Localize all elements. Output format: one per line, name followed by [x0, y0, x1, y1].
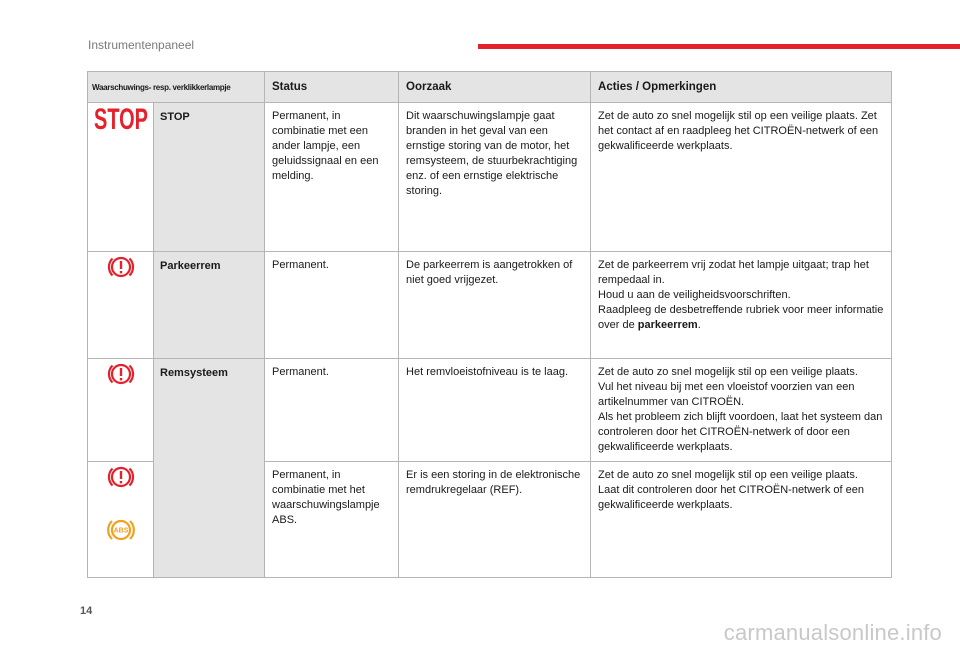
cause-text: Het remvloeistofniveau is te laag.	[399, 359, 591, 462]
lamp-icon-cell	[88, 359, 154, 462]
header-accent-bar	[478, 44, 960, 49]
cause-text: Dit waarschuwingslampje gaat branden in het geval van een ernstige storing van de motor, het remsysteem, de stuurbekrachtiging enz. of een ernstige elektrische storing.	[399, 103, 591, 252]
actions-bold-term: parkeerrem	[637, 319, 698, 331]
status-text: Permanent.	[265, 252, 399, 359]
warning-lamps-table	[87, 71, 892, 578]
status-text: Permanent, in combinatie met het waarschuwingslampje ABS.	[265, 462, 399, 578]
actions-line: Laat dit controleren door het CITROËN-netwerk of een gekwalificeerde werkplaats.	[598, 484, 864, 511]
abs-warning-icon	[104, 515, 138, 550]
lamp-name: STOP	[154, 103, 265, 252]
cause-text: De parkeerrem is aangetrokken of niet goed vrijgezet.	[399, 252, 591, 359]
table-header-row	[88, 72, 892, 103]
actions-text	[591, 252, 892, 359]
actions-text: Zet de auto zo snel mogelijk stil op een veilige plaats. Zet het contact af en raadpleeg het CITROËN-netwerk of een gekwalificeerde werkplaats.	[591, 103, 892, 252]
column-header-actions: Acties / Opmerkingen	[591, 72, 892, 103]
actions-line: Zet de auto zo snel mogelijk stil op een veilige plaats.	[598, 469, 858, 481]
brake-warning-icon	[106, 462, 136, 497]
actions-line: Houd u aan de veiligheidsvoorschriften.	[598, 289, 791, 301]
lamp-icon-cell	[88, 252, 154, 359]
table-row	[88, 359, 892, 462]
column-header-cause: Oorzaak	[399, 72, 591, 103]
watermark-text: carmanualsonline.info	[723, 620, 942, 645]
brake-warning-icon	[106, 252, 136, 287]
actions-line: Vul het niveau bij met een vloeistof voorzien van een artikelnummer van CITROËN.	[598, 381, 855, 408]
table-row	[88, 252, 892, 359]
brake-warning-icon	[106, 359, 136, 394]
actions-line: Zet de parkeerrem vrij zodat het lampje uitgaat; trap het rempedaal in.	[598, 259, 869, 286]
svg-text:ABS: ABS	[113, 527, 128, 535]
actions-line: Als het probleem zich blijft voordoen, laat het systeem dan controleren door het CITROËN-netwerk of door een gekwalificeerde werkplaats.	[598, 411, 883, 453]
actions-text	[591, 462, 892, 578]
lamp-icon-cell	[88, 462, 154, 578]
table-row	[88, 103, 892, 252]
actions-line: Raadpleeg de desbetreffende rubriek voor meer informatie over de parkeerrem.	[598, 304, 884, 331]
page-number: 14	[80, 605, 93, 617]
actions-text	[591, 359, 892, 462]
svg-text:STOP: STOP	[93, 103, 148, 133]
page-section-title: Instrumentenpaneel	[88, 38, 195, 52]
lamp-name: Remsysteem	[154, 359, 265, 578]
cause-text: Er is een storing in de elektronische remdrukregelaar (REF).	[399, 462, 591, 578]
status-text: Permanent.	[265, 359, 399, 462]
lamp-icon-cell	[88, 103, 154, 252]
status-text: Permanent, in combinatie met een ander lampje, een geluidssignaal en een melding.	[265, 103, 399, 252]
lamp-name: Parkeerrem	[154, 252, 265, 359]
stop-warning-icon	[92, 103, 150, 138]
column-header-status: Status	[265, 72, 399, 103]
actions-line: Zet de auto zo snel mogelijk stil op een veilige plaats.	[598, 366, 858, 378]
column-header-lamp: Waarschuwings- resp. verklikkerlampje	[88, 72, 265, 103]
